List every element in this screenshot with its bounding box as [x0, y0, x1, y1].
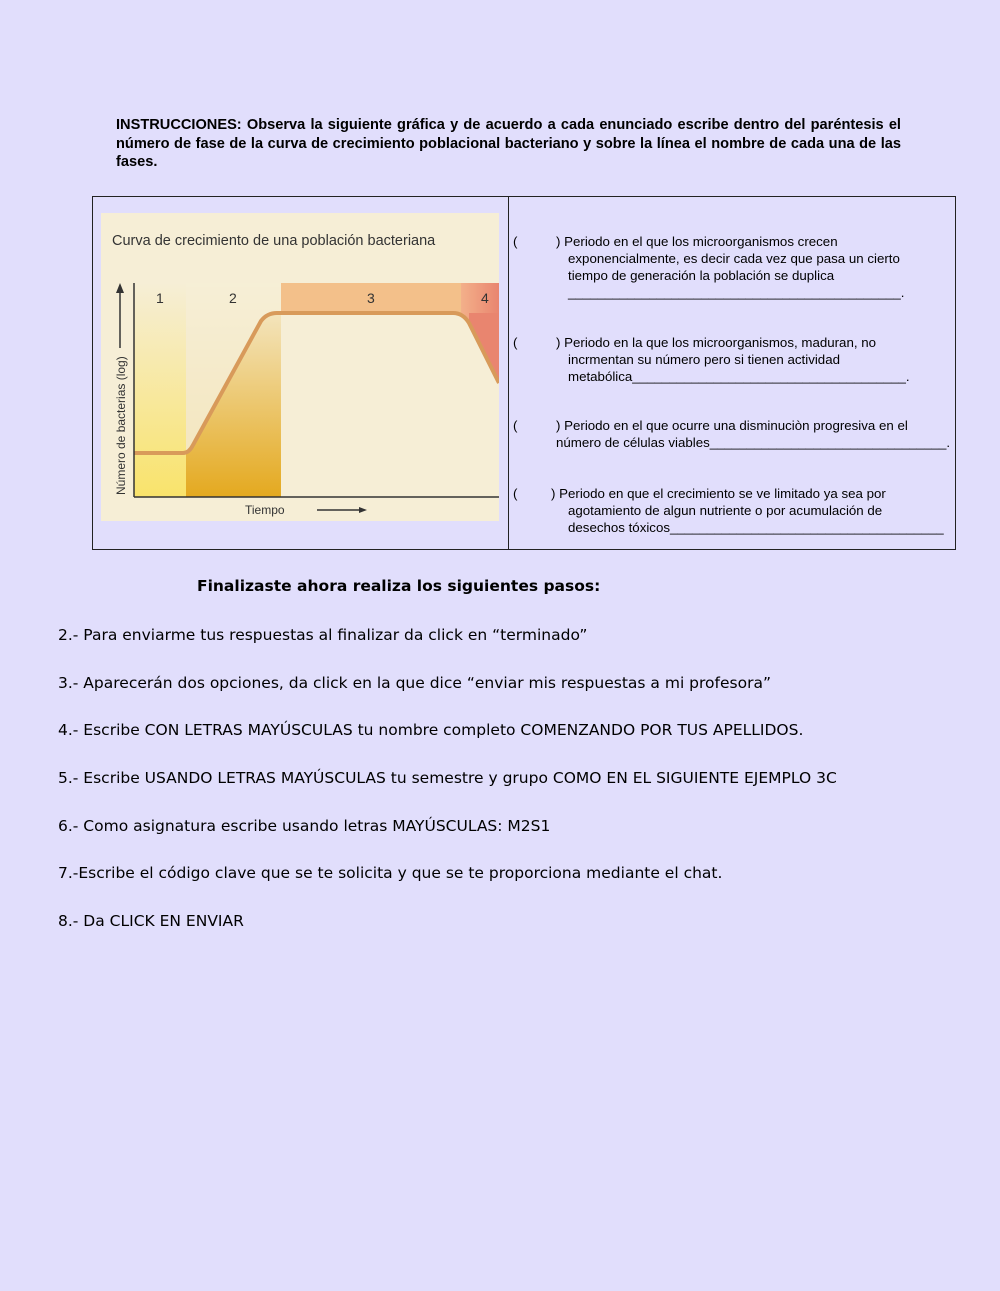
question-3-text	[556, 417, 956, 451]
question-2-answer-line[interactable]: metabólica_____________________________________.	[568, 369, 910, 384]
question-4-text	[551, 485, 951, 536]
steps-title: Finalizaste ahora realiza los siguientes pasos:	[197, 577, 601, 595]
growth-chart-svg	[101, 213, 499, 521]
question-2-line-1: ) Periodo en la que los microorganismos, maduran, no	[556, 335, 877, 350]
step-5: 5.- Escribe USANDO LETRAS MAYÚSCULAS tu semestre y grupo COMO EN EL SIGUIENTE EJEMPLO 3C	[58, 769, 837, 787]
table-divider	[508, 197, 509, 549]
phase-label-4: 4	[481, 290, 489, 306]
step-4: 4.- Escribe CON LETRAS MAYÚSCULAS tu nombre completo COMENZANDO POR TUS APELLIDOS.	[58, 721, 804, 739]
growth-chart	[101, 213, 499, 521]
step-2: 2.- Para enviarme tus respuestas al finalizar da click en “terminado”	[58, 626, 588, 644]
question-3-line-1: ) Periodo en el que ocurre una disminuciòn progresiva en el	[556, 418, 908, 433]
phase-label-1: 1	[156, 290, 164, 306]
question-4-answer-line[interactable]: desechos tóxicos_____________________________________	[568, 520, 944, 535]
step-7: 7.-Escribe el código clave que se te solicita y que se te proporciona mediante el chat.	[58, 864, 723, 882]
y-axis-label: Número de bacterias (log)	[114, 356, 128, 495]
area-mask-phase3	[281, 313, 499, 497]
question-2-line-2: incrmentan su número pero si tienen actividad	[568, 352, 840, 367]
activity-table	[92, 196, 956, 550]
phase-label-2: 2	[229, 290, 237, 306]
question-1-answer-line[interactable]: _____________________________________________.	[568, 285, 905, 300]
answer-paren-1[interactable]: (	[513, 234, 518, 249]
question-3-answer-line[interactable]: número de células viables________________________________.	[556, 435, 951, 450]
x-axis-label: Tiempo	[245, 503, 285, 517]
phase-label-3: 3	[367, 290, 375, 306]
step-8: 8.- Da CLICK EN ENVIAR	[58, 912, 244, 930]
answer-paren-3[interactable]: (	[513, 418, 518, 433]
instructions-text: INSTRUCCIONES: Observa la siguiente gráfica y de acuerdo a cada enunciado escribe dentro del paréntesis el número de fase de la curva de crecimiento poblacional bacteriano y sobre la línea el nombre de cada una de las fases.	[116, 117, 901, 170]
question-1-line-1: ) Periodo en el que los microorganismos crecen	[556, 234, 838, 249]
chart-title: Curva de crecimiento de una población bacteriana	[112, 233, 436, 249]
answer-paren-4[interactable]: (	[513, 486, 518, 501]
question-2-text	[556, 334, 956, 385]
step-6: 6.- Como asignatura escribe usando letras MAYÚSCULAS: M2S1	[58, 817, 551, 835]
question-4-line-2: agotamiento de algun nutriente o por acumulación de	[568, 503, 883, 518]
question-1-line-2: exponencialmente, es decir cada vez que pasa un cierto	[568, 251, 900, 266]
question-1-line-3: tiempo de generación la población se duplica	[568, 268, 835, 283]
question-4-line-1: ) Periodo en que el crecimiento se ve limitado ya sea por	[551, 486, 886, 501]
step-3: 3.- Aparecerán dos opciones, da click en la que dice “enviar mis respuestas a mi profesora”	[58, 674, 771, 692]
answer-paren-2[interactable]: (	[513, 335, 518, 350]
question-1-text	[556, 233, 956, 301]
